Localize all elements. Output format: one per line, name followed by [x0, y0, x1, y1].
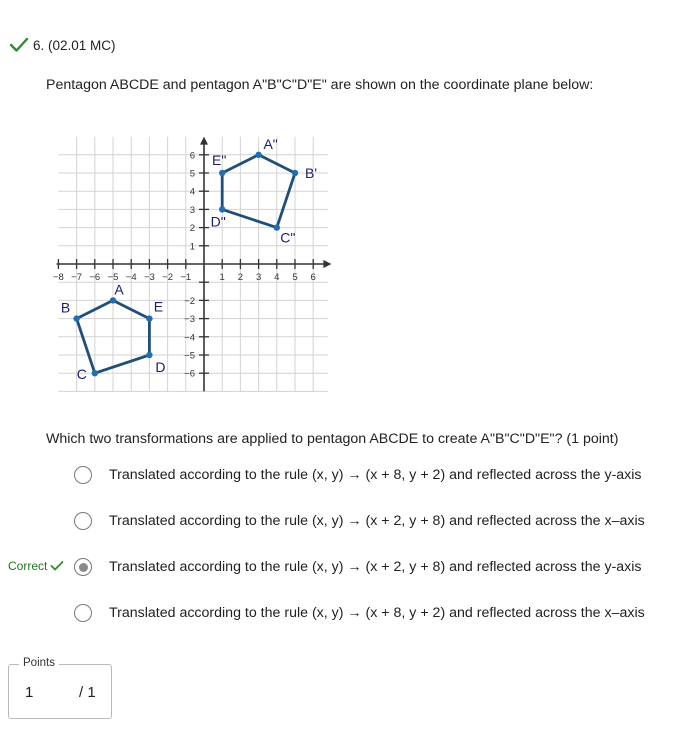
x-axis-arrow [323, 260, 331, 268]
y-tick-label: 6 [189, 150, 195, 162]
question-number: 6. (02.01 MC) [33, 37, 116, 53]
x-tick-label: 6 [310, 272, 316, 283]
vertex-point [292, 170, 298, 176]
vertex-point [274, 224, 280, 230]
question-ask: Which two transformations are applied to pentagon ABCDE to create A"B"C"D"E"? (1 point) [46, 431, 619, 447]
y-axis-arrow [200, 137, 208, 145]
radio-button[interactable] [74, 466, 92, 484]
vertex-point [73, 315, 79, 321]
y-tick-label: 5 [189, 168, 195, 180]
checkmark-icon [9, 36, 29, 54]
points-box [8, 657, 112, 719]
checkmark-icon [50, 560, 64, 572]
answer-choice-4[interactable] [74, 601, 645, 625]
choice-label: Translated according to the rule (x, y) → (x + 8, y + 2) and reflected across the y-axis [109, 467, 642, 483]
y-tick-label: −4 [184, 332, 195, 344]
vertex-point [219, 206, 225, 212]
radio-button-selected[interactable] [74, 558, 92, 576]
x-tick-label: −5 [107, 272, 119, 283]
vertex-label: C" [280, 229, 296, 246]
choice-label: Translated according to the rule (x, y) → (x + 2, y + 8) and reflected across the y-axis [109, 559, 642, 575]
x-tick-label: 2 [237, 272, 244, 283]
correct-feedback [8, 559, 64, 573]
y-tick-label: 1 [189, 241, 195, 253]
vertex-label: E [153, 298, 164, 315]
choice-label: Translated according to the rule (x, y) → (x + 2, y + 8) and reflected across the x–axis [109, 513, 645, 529]
radio-button[interactable] [74, 512, 92, 530]
points-legend: Points [19, 657, 59, 669]
question-header [9, 36, 116, 54]
y-tick-label: −3 [184, 314, 195, 326]
y-tick-label: −2 [184, 295, 195, 307]
x-tick-label: −8 [52, 272, 64, 283]
vertex-point [110, 297, 116, 303]
x-tick-label: −4 [125, 272, 137, 283]
y-tick-label: 2 [189, 223, 195, 235]
radio-button[interactable] [74, 604, 92, 622]
x-tick-label: 1 [219, 272, 225, 283]
correct-label: Correct [8, 559, 48, 573]
points-earned: 1 [25, 684, 34, 701]
vertex-label: A" [263, 135, 278, 152]
x-tick-label: 5 [292, 272, 298, 283]
x-tick-label: 4 [274, 272, 280, 283]
x-tick-label: −1 [180, 272, 192, 283]
x-tick-label: −2 [162, 272, 174, 283]
vertex-label: D" [210, 213, 226, 230]
vertex-label: E" [212, 152, 227, 168]
y-tick-label: −5 [184, 350, 195, 362]
vertex-point [146, 352, 152, 358]
answer-choice-2[interactable] [74, 509, 645, 533]
choice-label: Translated according to the rule (x, y) → (x + 8, y + 2) and reflected across the x–axis [109, 605, 645, 621]
vertex-point [92, 370, 98, 376]
y-tick-label: 4 [189, 186, 195, 198]
x-tick-label: −6 [89, 272, 101, 283]
question-prompt: Pentagon ABCDE and pentagon A"B"C"D"E" are shown on the coordinate plane below: [46, 77, 594, 93]
vertex-label: B' [304, 165, 318, 181]
y-tick-label: 3 [189, 204, 195, 216]
vertex-label: B [60, 299, 71, 316]
answer-choice-3[interactable] [74, 555, 642, 579]
points-max: / 1 [79, 684, 96, 701]
x-tick-label: 3 [255, 272, 262, 283]
vertex-point [146, 315, 152, 321]
x-tick-label: −3 [143, 272, 155, 283]
vertex-label: A [114, 281, 124, 298]
vertex-point [255, 152, 261, 158]
vertex-label: C [76, 366, 87, 383]
coordinate-plane [46, 120, 346, 400]
y-tick-label: −6 [184, 368, 195, 380]
x-tick-label: −7 [71, 272, 83, 283]
vertex-label: D [155, 359, 166, 375]
answer-choice-1[interactable] [74, 463, 642, 487]
radio-selected-dot [79, 563, 88, 572]
vertex-point [219, 170, 225, 176]
